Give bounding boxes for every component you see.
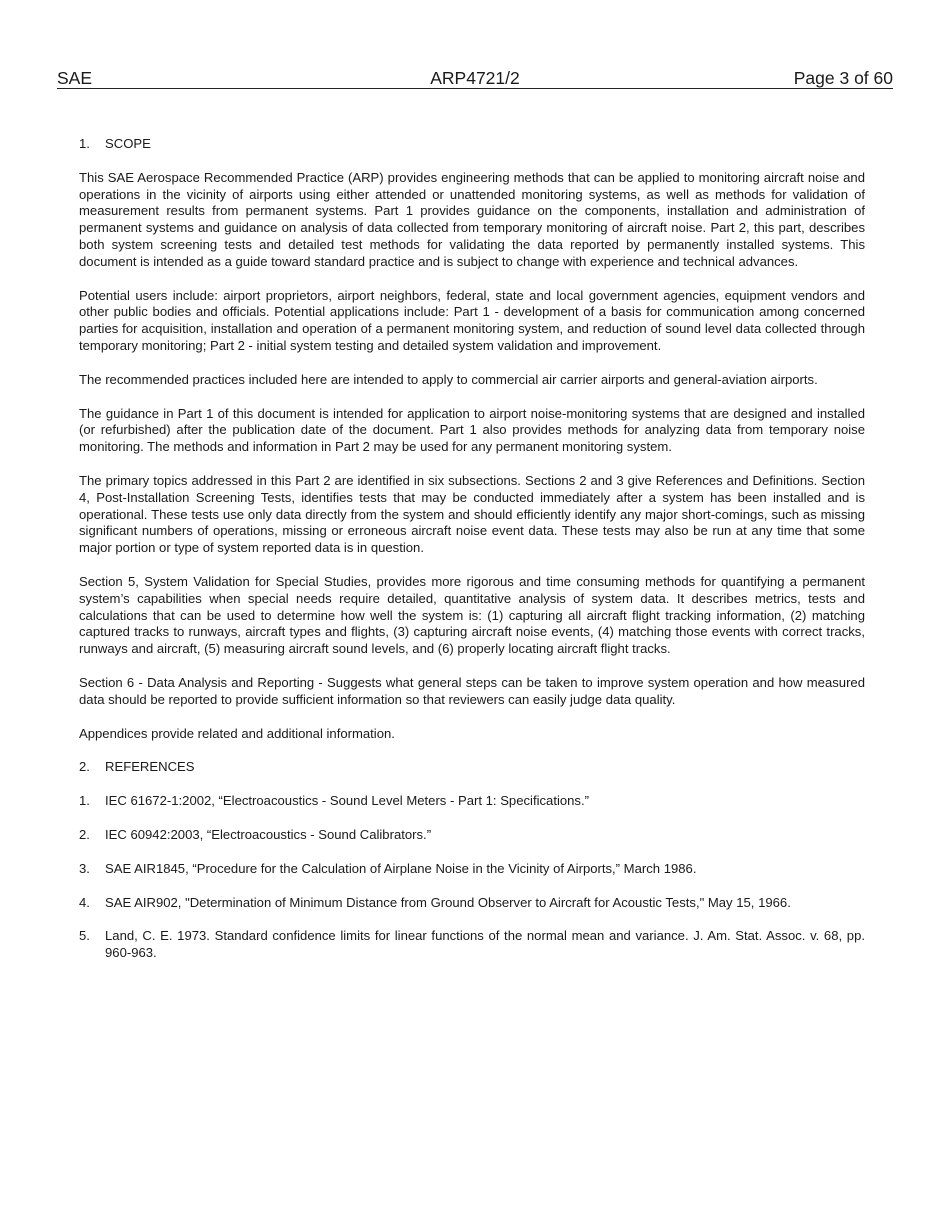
reference-number: 1. [79, 793, 90, 809]
scope-paragraph-4: The guidance in Part 1 of this document is intended for application to airport noise-monitoring systems that are designed and installed (or refurbished) after the publication date of the document. Part 1 also provides methods for analyzing data from temporary noise monitoring. The methods and information in Part 2 may be used for any permanent monitoring system. [79, 405, 865, 455]
reference-item [79, 895, 865, 912]
reference-text: SAE AIR1845, “Procedure for the Calculation of Airplane Noise in the Vicinity of Airports,” March 1986. [105, 860, 697, 876]
page-header [57, 68, 893, 89]
scope-paragraph-2: Potential users include: airport proprietors, airport neighbors, federal, state and local government agencies, equipment vendors and other public bodies and officials. Potential applications include: Part 1 - development of a basis for communication among concerned parties for acquisition, installation and operation of a permanent monitoring system, and reduction of sound level data collected through temporary monitoring; Part 2 - initial system testing and detailed system validation and improvement. [79, 287, 865, 353]
references-list [79, 793, 865, 962]
section-number: 1. [79, 136, 90, 151]
document-body [79, 136, 865, 979]
reference-number: 2. [79, 826, 90, 842]
header-organization: SAE [57, 68, 93, 88]
reference-number: 3. [79, 860, 90, 876]
scope-paragraph-6: Section 5, System Validation for Special Studies, provides more rigorous and time consuming methods for quantifying a permanent system’s capabilities when special needs require detailed, quantitative analysis of system data. It describes metrics, tests and calculations that can be used to determine how well the system is: (1) capturing all aircraft flight tracking information, (2) matching captured tracks to runways, aircraft types and flights, (3) capturing aircraft noise events, (4) matching those events with correct tracks, runways and aircraft, (5) measuring aircraft sound levels, and (6) properly locating aircraft flight tracks. [79, 573, 865, 657]
section-heading-references [79, 759, 865, 776]
scope-paragraph-3: The recommended practices included here are intended to apply to commercial air carrier airports and general-aviation airports. [79, 371, 818, 387]
reference-text: Land, C. E. 1973. Standard confidence limits for linear functions of the normal mean and variance. J. Am. Stat. Assoc. v. 68, pp. 960-963. [105, 928, 865, 961]
scope-paragraph-1: This SAE Aerospace Recommended Practice (ARP) provides engineering methods that can be applied to monitoring aircraft noise and operations in the vicinity of airports using either attended or unattended monitoring systems, as well as methods for validation of measurement results from permanent systems. Part 1 provides guidance on the components, installation and administration of permanent systems and guidance on analysis of data collected from temporary monitoring of aircraft noise. Part 2, this part, describes both system screening tests and detailed test methods for validating the data reported by permanently installed systems. This document is intended as a guide toward standard practice and is subject to change with experience and technical advances. [79, 169, 865, 269]
reference-number: 4. [79, 894, 90, 910]
scope-paragraph-7: Section 6 - Data Analysis and Reporting - Suggests what general steps can be taken to improve system operation and how measured data should be reported to provide sufficient information so that reviewers can easily judge data quality. [79, 674, 865, 707]
reference-item [79, 827, 865, 844]
header-page-number: Page 3 of 60 [793, 68, 893, 88]
reference-text: IEC 60942:2003, “Electroacoustics - Sound Calibrators.” [105, 826, 432, 842]
reference-text: IEC 61672-1:2002, “Electroacoustics - Sound Level Meters - Part 1: Specifications.” [105, 793, 589, 809]
reference-number: 5. [79, 928, 90, 944]
section-number: 2. [79, 759, 90, 775]
section-heading-scope [79, 136, 865, 153]
reference-item [79, 793, 865, 810]
section-title: REFERENCES [105, 759, 195, 775]
reference-item [79, 861, 865, 878]
reference-item [79, 928, 865, 962]
scope-paragraph-5: The primary topics addressed in this Part 2 are identified in six subsections. Sections 2 and 3 give References and Definitions. Section 4, Post-Installation Screening Tests, identifies tests that may be conducted immediately after a system has been installed and is operational. These tests use only data directly from the system and should efficiently identify any major short-comings, such as missing significant numbers of operations, missing or erroneous aircraft noise event data. These tests may also be run at any time that some major portion or type of system reported data is in question. [79, 472, 865, 556]
scope-paragraph-8: Appendices provide related and additional information. [79, 725, 395, 741]
reference-text: SAE AIR902, "Determination of Minimum Distance from Ground Observer to Aircraft for Acoustic Tests," May 15, 1966. [105, 894, 791, 910]
header-document-number: ARP4721/2 [430, 68, 520, 88]
section-title: SCOPE [105, 136, 151, 151]
